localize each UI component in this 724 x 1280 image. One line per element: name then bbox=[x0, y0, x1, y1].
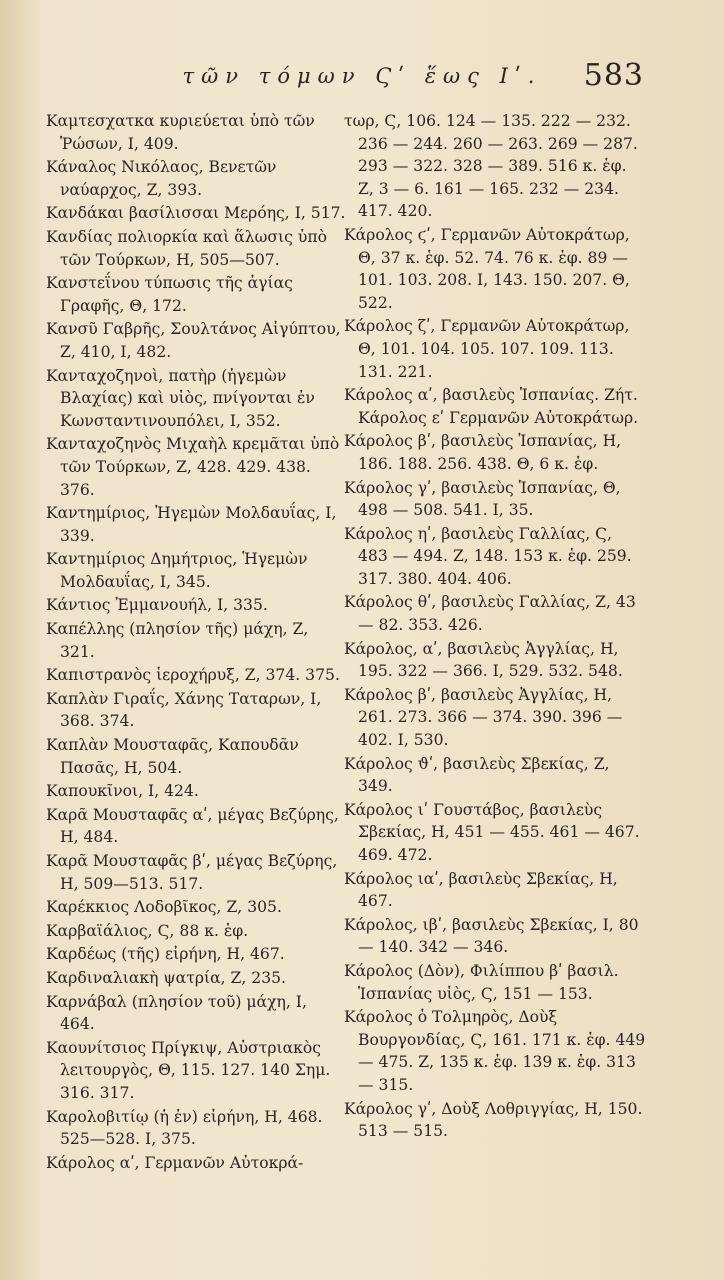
index-entry: Κάναλος Νικόλαος, Βενετῶν ναύαρχος, Ζ, 393. bbox=[46, 158, 277, 199]
index-entry: Καπουκῖνοι, Ι, 424. bbox=[46, 782, 199, 801]
index-entry: Κανδίας πολιορκία καὶ ἅλωσις ὑπὸ τῶν Τούρκων, Η, 505—507. bbox=[46, 227, 327, 269]
index-entry: Κάρολος γʹ, βασιλεὺς Ἱσπανίας, Θ, 498 — 508. 541. Ι, 35. bbox=[344, 478, 621, 520]
index-entry: Κάρολος ιαʹ, βασιλεὺς Σβεκίας, Η, 467. bbox=[344, 869, 618, 911]
index-entry: Καρβαϊάλιος, Ϛ, 88 κ. ἑφ. bbox=[46, 921, 249, 940]
index-entry: Καρδέως (τῆς) εἰρήνη, Η, 467. bbox=[46, 945, 285, 964]
index-entry: Καπλὰν Γιραΐς, Χάνης Ταταρων, Ι, 368. 374. bbox=[46, 689, 322, 731]
index-entry: Κάρολος, αʹ, βασιλεὺς Ἀγγλίας, Η, 195. 322 — 366. Ι, 529. 532. 548. bbox=[344, 639, 623, 681]
index-entry: Κάρολος ηʹ, βασιλεὺς Γαλλίας, Ϛ, 483 — 494. Ζ, 148. 153 κ. ἑφ. 259. 317. 380. 404. 406. bbox=[344, 524, 632, 588]
index-entry: Κάρολος ζʹ, Γερμανῶν Αὐτοκράτωρ, Θ, 101. 104. 105. 107. 109. 113. 131. 221. bbox=[344, 317, 630, 381]
index-entry: Κάντιος Ἐμμανουήλ, Ι, 335. bbox=[46, 596, 268, 615]
index-entry: Καπέλλης (πλησίον τῆς) μάχη, Ζ, 321. bbox=[46, 620, 309, 661]
index-entry: Καρδιναλιακὴ ψατρία, Ζ, 235. bbox=[46, 968, 287, 987]
index-entry: Κανστεΐνου τύπωσις τῆς ἁγίας Γραφῆς, Θ, 172. bbox=[46, 274, 293, 315]
index-entry: Καμτεσχατκα κυριεύεται ὑπὸ τῶν Ῥώσων, Ι, 409. bbox=[46, 112, 315, 153]
index-entry: Καρέκκιος Λοδοβῖκος, Ζ, 305. bbox=[46, 898, 282, 917]
index-entry: Κανσῦ Γαβρῆς, Σουλτάνος Αἰγύπτου, Ζ, 410, Ι, 482. bbox=[46, 320, 341, 361]
index-entry: Καουνίτσιος Πρίγκιψ, Αὐστριακὸς λειτουργὸς, Θ, 115. 127. 140 Σημ. 316. 317. bbox=[46, 1038, 331, 1102]
page-number: 583 bbox=[583, 58, 644, 93]
index-entry: Καρᾶ Μουσταφᾶς βʹ, μέγας Βεζύρης, Η, 509—513. 517. bbox=[46, 852, 338, 893]
index-entry: Κάρολος θʹ, βασιλεὺς Γαλλίας, Ζ, 43 — 82. 353. 426. bbox=[344, 593, 636, 635]
index-entry: Καπιστρανὸς ἱεροχήρυξ, Ζ, 374. 375. bbox=[46, 666, 340, 685]
index-entry: Κάρολος ϛʹ, Γερμανῶν Αὐτοκράτωρ, Θ, 37 κ. ἑφ. 52. 74. 76 κ. ἑφ. 89 — 101. 103. 208. Ι, 143. 150. 207. Θ, 522. bbox=[344, 225, 630, 312]
index-entry: Καντημίριος Δημήτριος, Ἡγεμὼν Μολδαυΐας, Ι, 345. bbox=[46, 550, 308, 591]
index-entry: Κανταχοζηνοὶ, πατὴρ (ἡγεμὼν Βλαχίας) καὶ υἱὸς, πνίγονται ἐν Κωνσταντινουπόλει, Ι, 352. bbox=[46, 366, 315, 430]
index-entry: Καρολοβιτίῳ (ἡ ἐν) εἰρήνη, Η, 468. 525—528. Ι, 375. bbox=[46, 1107, 323, 1149]
index-entry: Κανδάκαι βασίλισσαι Μερόης, Ι, 517. bbox=[46, 204, 346, 223]
right-column bbox=[344, 110, 646, 1144]
page-header bbox=[0, 58, 724, 98]
index-entry: Καπλὰν Μουσταφᾶς, Καπουδᾶν Πασᾶς, Η, 504. bbox=[46, 736, 299, 777]
index-entry: Κάρολος ιʹ Γουστάβος, βασιλεὺς Σβεκίας, Η, 451 — 455. 461 — 467. 469. 472. bbox=[344, 800, 640, 864]
index-entry: Κάρολος αʹ, Γερμανῶν Αὐτοκρά- bbox=[46, 1153, 304, 1172]
index-entry: Κάρολος ϑʹ, βασιλεὺς Σβεκίας, Ζ, 349. bbox=[344, 754, 610, 796]
index-entry: Κάρολος βʹ, βασιλεὺς Ἱσπανίας, Η, 186. 188. 256. 438. Θ, 6 κ. ἑφ. bbox=[344, 432, 622, 473]
index-entry: Κάρολος, ιβʹ, βασιλεὺς Σβεκίας, Ι, 80 — 140. 342 — 346. bbox=[344, 915, 639, 957]
index-entry: Κάρολος αʹ, βασιλεὺς Ἱσπανίας. Ζήτ. Κάρολος εʹ Γερμανῶν Αὐτοκράτωρ. bbox=[344, 386, 639, 427]
index-entry: Κανταχοζηνὸς Μιχαὴλ κρεμᾶται ὑπὸ τῶν Τούρκων, Ζ, 428. 429. 438. 376. bbox=[46, 435, 340, 499]
running-head: τῶν τόμων Ϛʹ ἕως Ιʹ. bbox=[182, 64, 542, 88]
index-entry: Καρᾶ Μουσταφᾶς αʹ, μέγας Βεζύρης, Η, 484. bbox=[46, 805, 339, 847]
left-column bbox=[46, 110, 346, 1175]
index-entry: Κάρολος ὁ Τολμηρὸς, Δοὺξ Βουργονδίας, Ϛ, 161. 171 κ. ἑφ. 449 — 475. Ζ, 135 κ. ἑφ. 139 κ. ἑφ. 313 — 315. bbox=[344, 1008, 646, 1094]
index-entry: Κάρολος γʹ, Δοὺξ Λοθριγγίας, Η, 150. 513 — 515. bbox=[344, 1099, 643, 1141]
index-entry: Κάρολος βʹ, βασιλεὺς Ἀγγλίας, Η, 261. 273. 366 — 374. 390. 396 — 402. Ι, 530. bbox=[344, 685, 623, 750]
index-entry: τωρ, Ϛ, 106. 124 — 135. 222 — 232. 236 — 244. 260 — 263. 269 — 287. 293 — 322. 328 — 389. 516 κ. ἑφ. Ζ, 3 — 6. 161 — 165. 232 — 234. 417. 420. bbox=[344, 112, 638, 221]
index-entry: Καντημίριος, Ἡγεμὼν Μολδαυΐας, Ι, 339. bbox=[46, 504, 337, 545]
index-entry: Κάρολος (Δὸν), Φιλίππου βʹ βασιλ. Ἱσπανίας υἱὸς, Ϛ, 151 — 153. bbox=[344, 961, 619, 1003]
index-entry: Καρνάβαλ (πλησίον τοῦ) μάχη, Ι, 464. bbox=[46, 992, 307, 1034]
